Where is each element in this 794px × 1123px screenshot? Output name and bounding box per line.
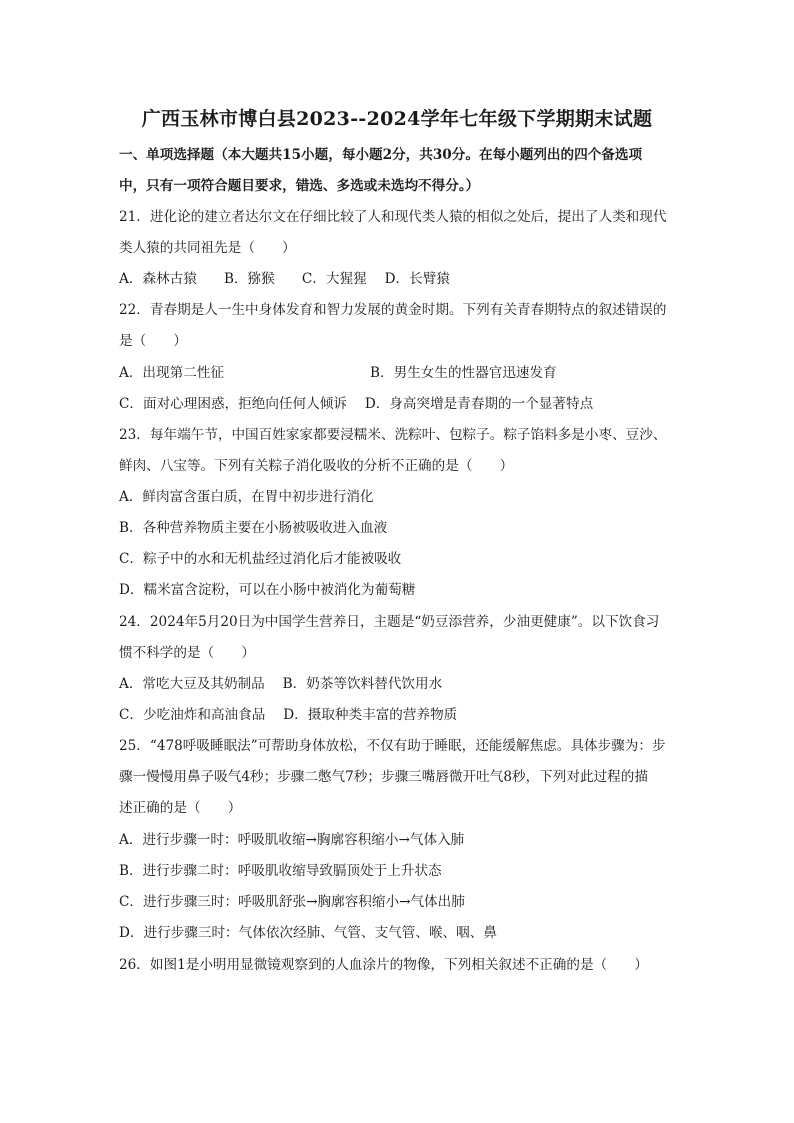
question-25-option-b: B．进行步骤二时：呼吸肌收缩导致膈顶处于上升状态 bbox=[119, 863, 442, 879]
question-25-option-c: C．进行步骤三时：呼吸肌舒张→胸廓容积缩小→气体出肺 bbox=[119, 894, 465, 910]
question-26-stem-line-1: 26．如图1是小明用显微镜观察到的人血涂片的物像，下列相关叙述不正确的是（ ） bbox=[119, 957, 648, 973]
question-21-stem-line-2: 类人猿的共同祖先是（ ） bbox=[119, 240, 296, 256]
section-heading-line-2: 中，只有一项符合题目要求，错选、多选或未选均不得分。） bbox=[119, 178, 480, 194]
question-23-option-b: B．各种营养物质主要在小肠被吸收进入血液 bbox=[119, 520, 388, 536]
page-title: 广西玉林市博白县2023--2024学年七年级下学期期末试题 bbox=[141, 108, 653, 130]
question-25-option-d: D．进行步骤三时：气体依次经肺、气管、支气管、喉、咽、鼻 bbox=[119, 925, 497, 941]
question-22-option-b: B．男生女生的性器官迅速发育 bbox=[370, 365, 557, 381]
question-25-option-a: A．进行步骤一时：呼吸肌收缩→胸廓容积缩小→气体入肺 bbox=[119, 832, 465, 848]
question-23-stem-line-1: 23．每年端午节，中国百姓家家都要浸糯米、洗粽叶、包粽子。粽子馅料多是小枣、豆沙、 bbox=[119, 427, 667, 443]
question-21-options: A．森林古猿 B．猕猴 C．大猩猩 D．长臂猿 bbox=[119, 271, 450, 287]
question-24-options-cd: C．少吃油炸和高油食品 D．摄取种类丰富的营养物质 bbox=[119, 707, 458, 723]
question-23-option-a: A．鲜肉富含蛋白质，在胃中初步进行消化 bbox=[119, 489, 374, 505]
question-25-stem-line-2: 骤一慢慢用鼻子吸气4秒；步骤二憋气7秒；步骤三嘴唇微开吐气8秒，下列对此过程的描 bbox=[119, 769, 648, 785]
question-24-options-ab: A．常吃大豆及其奶制品 B．奶茶等饮料替代饮用水 bbox=[119, 676, 443, 692]
question-22-stem-line-2: 是（ ） bbox=[119, 333, 187, 349]
question-24-stem-line-1: 24．2024年5月20日为中国学生营养日，主题是“奶豆添营养，少油更健康”。以下饮食习 bbox=[119, 614, 660, 630]
section-heading-line-1: 一、单项选择题（本大题共15小题，每小题2分，共30分。在每小题列出的四个备选项 bbox=[119, 147, 643, 163]
question-21-stem-line-1: 21．进化论的建立者达尔文在仔细比较了人和现代类人猿的相似之处后，提出了人类和现代 bbox=[119, 209, 667, 225]
question-25-stem-line-3: 述正确的是（ ） bbox=[119, 800, 242, 816]
question-23-option-c: C．粽子中的水和无机盐经过消化后才能被吸收 bbox=[119, 551, 402, 567]
question-22-options-cd: C．面对心理困惑，拒绝向任何人倾诉 D．身高突增是青春期的一个显著特点 bbox=[119, 396, 594, 412]
question-22-stem-line-1: 22．青春期是人一生中身体发育和智力发展的黄金时期。下列有关青春期特点的叙述错误的 bbox=[119, 302, 667, 318]
question-23-option-d: D．糯米富含淀粉，可以在小肠中被消化为葡萄糖 bbox=[119, 582, 416, 598]
question-22-option-a: A．出现第二性征 bbox=[119, 365, 224, 381]
question-24-stem-line-2: 惯不科学的是（ ） bbox=[119, 645, 255, 661]
question-23-stem-line-2: 鲜肉、八宝等。下列有关粽子消化吸收的分析不正确的是（ ） bbox=[119, 458, 514, 474]
question-25-stem-line-1: 25．“478呼吸睡眠法”可帮助身体放松，不仅有助于睡眠，还能缓解焦虑。具体步骤为：步 bbox=[119, 738, 666, 754]
